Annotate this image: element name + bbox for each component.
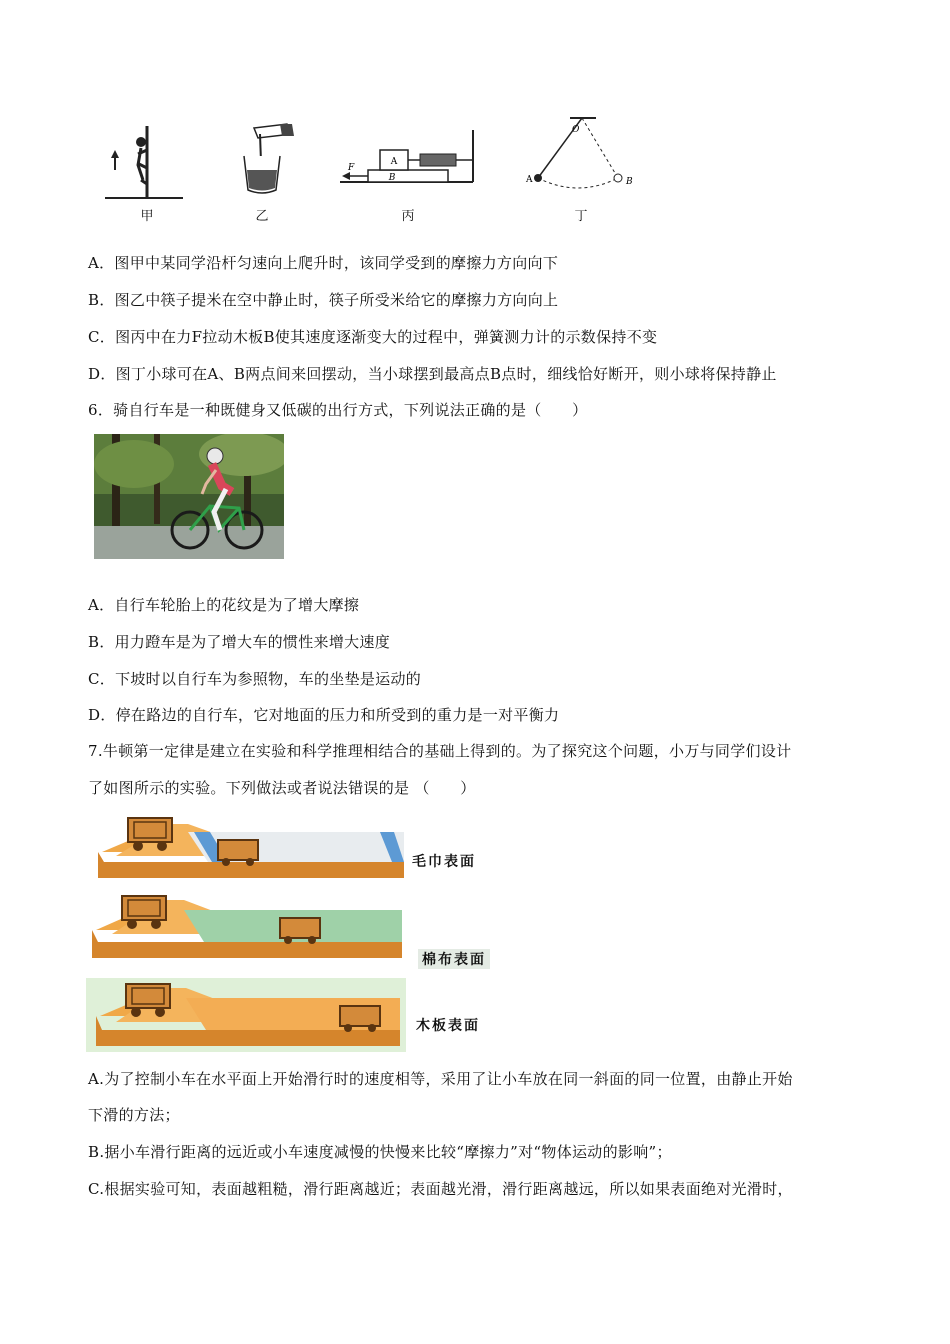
- q5-option-d: D．图丁小球可在A、B两点间来回摆动，当小球摆到最高点B点时，细线恰好断开，则小球将保持静止: [88, 365, 777, 383]
- figure-bing-letter-B: B: [388, 173, 396, 183]
- figure-ding-letter-O: O: [572, 125, 580, 135]
- figure-ding-letter-B: B: [626, 177, 633, 187]
- figure-label-bing: 丙: [401, 209, 415, 224]
- figure-bing-letter-F: F: [348, 163, 355, 173]
- figure-jia: [105, 120, 185, 205]
- figure-ding: [520, 112, 640, 202]
- ramp-cotton: [92, 888, 408, 964]
- q5-option-a: A．图甲中某同学沿杆匀速向上爬升时，该同学受到的摩擦力方向向下: [88, 254, 559, 272]
- q7-option-a-line2: 下滑的方法；: [88, 1106, 180, 1124]
- q6-option-c: C．下坡时以自行车为参照物，车的坐垫是运动的: [88, 670, 422, 688]
- q7-stem-line2: 了如图所示的实验。下列做法或者说法错误的是 （ ）: [88, 779, 476, 797]
- figure-yi: [232, 120, 302, 205]
- figure-bing: [340, 120, 480, 205]
- q6-option-d: D．停在路边的自行车，它对地面的压力和所受到的重力是一对平衡力: [88, 706, 560, 724]
- cyclist-photo: [94, 434, 284, 559]
- q5-option-b: B．图乙中筷子提米在空中静止时，筷子所受米给它的摩擦力方向向上: [88, 291, 559, 309]
- surface-label-wood: 木板表面: [416, 1018, 480, 1034]
- q5-option-c: C．图丙中在力F拉动木板B使其速度逐渐变大的过程中，弹簧测力计的示数保持不变: [88, 328, 658, 346]
- q7-option-a-line1: A.为了控制小车在水平面上开始滑行时的速度相等，采用了让小车放在同一斜面的同一位置，由静止开始: [88, 1070, 793, 1088]
- ramp-wood: [86, 978, 406, 1052]
- ramp-towel: [98, 812, 408, 884]
- q6-option-a: A．自行车轮胎上的花纹是为了增大摩擦: [88, 596, 360, 614]
- figure-label-yi: 乙: [255, 209, 269, 224]
- figure-label-ding: 丁: [574, 209, 588, 224]
- q7-stem-line1: 7.牛顿第一定律是建立在实验和科学推理相结合的基础上得到的。为了探究这个问题，小万与同学们设计: [88, 742, 792, 760]
- q6-stem: 6．骑自行车是一种既健身又低碳的出行方式，下列说法正确的是（ ）: [88, 401, 588, 419]
- figure-bing-letter-A: A: [390, 157, 398, 167]
- q7-option-b: B.据小车滑行距离的远近或小车速度减慢的快慢来比较“摩擦力”对“物体运动的影响”；: [88, 1143, 672, 1161]
- surface-label-cotton: 棉布表面: [418, 949, 490, 969]
- surface-label-towel: 毛巾表面: [412, 854, 476, 870]
- q7-option-c: C.根据实验可知，表面越粗糙，滑行距离越近；表面越光滑，滑行距离越远，所以如果表面绝对光滑时，: [88, 1180, 793, 1198]
- figure-ding-letter-A: A: [526, 175, 533, 185]
- q6-option-b: B．用力蹬车是为了增大车的惯性来增大速度: [88, 633, 391, 651]
- figure-label-jia: 甲: [140, 209, 154, 224]
